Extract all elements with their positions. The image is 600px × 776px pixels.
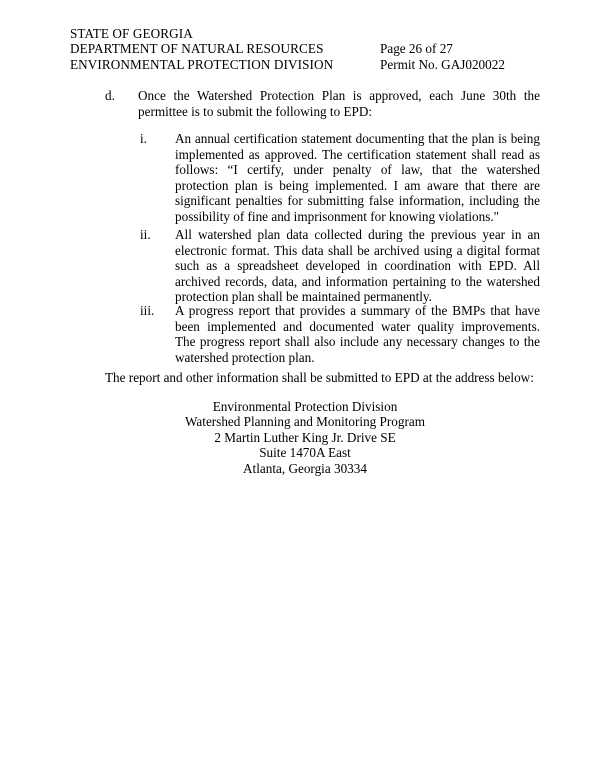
list-item-ii <box>140 227 540 305</box>
list-text-i: An annual certification statement documenting that the plan is being implemented as approved. The certification statement shall read as follows: “I certify, under penalty of law, that the watershed protection plan is being implemented. I am aware that there are significant penalties for submitting false information, including the possibility of fine and imprisonment for knowing violations." <box>175 131 540 224</box>
list-item-iii <box>140 303 540 365</box>
page-meta-block <box>380 26 540 72</box>
closing-paragraph: The report and other information shall be submitted to EPD at the address below: <box>105 370 534 385</box>
address-line-program: Watershed Planning and Monitoring Program <box>185 414 425 430</box>
address-line-division: Environmental Protection Division <box>212 399 398 414</box>
mailing-address-block <box>105 399 505 476</box>
agency-line-department: DEPARTMENT OF NATURAL RESOURCES <box>70 41 324 57</box>
address-line-suite: Suite 1470A East <box>259 445 351 461</box>
address-line-city-state-zip: Atlanta, Georgia 30334 <box>243 460 367 476</box>
page-header <box>70 26 540 72</box>
list-marker-ii-label: ii. <box>140 227 151 242</box>
list-text-iii: A progress report that provides a summary of the BMPs that have been implemented and documented water quality improvements. The progress report shall also include any necessary changes to the watershed protection plan. <box>175 303 540 365</box>
list-item-i <box>140 131 540 225</box>
list-marker-iii-label: iii. <box>140 303 155 318</box>
list-marker-iii <box>140 303 175 319</box>
page-number: Page 26 of 27 <box>380 41 453 57</box>
agency-line-division: ENVIRONMENTAL PROTECTION DIVISION <box>70 56 334 72</box>
list-marker-i-label: i. <box>140 131 147 146</box>
permit-number: Permit No. GAJ020022 <box>380 56 505 72</box>
list-marker-d: d. <box>105 88 115 103</box>
issuing-agency-block <box>70 26 333 72</box>
agency-line-state: STATE OF GEORGIA <box>70 26 193 41</box>
list-text-ii: All watershed plan data collected during the previous year in an electronic format. This data shall be archived using a digital format such as a spreadsheet developed in coordination with EPD. All archived records, data, and information pertaining to the watershed protection plan shall be maintained permanently. <box>175 227 540 305</box>
list-text-d: Once the Watershed Protection Plan is approved, each June 30th the permittee is to submit the following to EPD: <box>138 88 540 119</box>
address-line-street: 2 Martin Luther King Jr. Drive SE <box>214 429 396 445</box>
list-item-d <box>105 88 540 119</box>
list-marker-ii <box>140 227 175 243</box>
list-marker-i <box>140 131 175 147</box>
